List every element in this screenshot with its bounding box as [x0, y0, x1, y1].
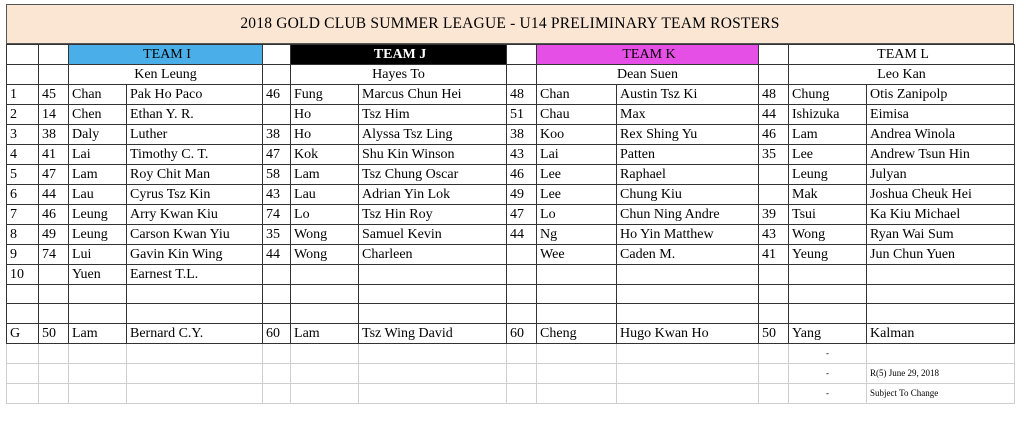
jersey-number: [759, 304, 789, 323]
jersey-number: 50: [759, 323, 789, 343]
jersey-number: 44: [759, 105, 789, 125]
jersey-number: 41: [759, 245, 789, 265]
table-row: [7, 145, 1015, 165]
jersey-number: 39: [759, 205, 789, 225]
given-name: Chun Ning Andre: [617, 205, 759, 225]
coach-name-2: Dean Suen: [537, 65, 759, 85]
given-name: Charleen: [359, 245, 507, 265]
jersey-number: [39, 304, 69, 323]
jersey-number: 58: [263, 165, 291, 185]
dash-mark: -: [789, 343, 867, 363]
jersey-number: 35: [263, 225, 291, 245]
blank-cell: [39, 65, 69, 85]
surname: Wong: [291, 245, 359, 265]
surname: Cheng: [537, 323, 617, 343]
blank-cell: [537, 343, 617, 363]
jersey-number: 35: [759, 145, 789, 165]
blank-cell: [39, 45, 69, 65]
given-name: Roy Chit Man: [127, 165, 263, 185]
row-index: 10: [7, 265, 39, 285]
given-name: Rex Shing Yu: [617, 125, 759, 145]
given-name: Samuel Kevin: [359, 225, 507, 245]
blank-cell: [617, 383, 759, 403]
row-index: 2: [7, 105, 39, 125]
surname: Ho: [291, 125, 359, 145]
table-row: [7, 165, 1015, 185]
surname: Chen: [69, 105, 127, 125]
surname: Daly: [69, 125, 127, 145]
blank-cell: [69, 343, 127, 363]
jersey-number: 43: [263, 185, 291, 205]
table-row: [7, 323, 1015, 343]
given-name: Ryan Wai Sum: [867, 225, 1015, 245]
blank-cell: [69, 383, 127, 403]
given-name: Marcus Chun Hei: [359, 85, 507, 105]
given-name: Gavin Kin Wing: [127, 245, 263, 265]
surname: Leung: [69, 205, 127, 225]
surname: Tsui: [789, 205, 867, 225]
dash-mark: -: [789, 383, 867, 403]
surname: [789, 285, 867, 304]
given-name: Andrea Winola: [867, 125, 1015, 145]
revision-note: R(5) June 29, 2018: [867, 363, 1015, 383]
team-name-2: TEAM K: [537, 45, 759, 65]
table-row: [7, 105, 1015, 125]
blank-cell: [7, 383, 39, 403]
given-name: Carson Kwan Yiu: [127, 225, 263, 245]
jersey-number: 60: [263, 323, 291, 343]
blank-cell: [263, 363, 291, 383]
surname: Leung: [69, 225, 127, 245]
surname: Kok: [291, 145, 359, 165]
surname: Leung: [789, 165, 867, 185]
given-name: Otis Zanipolp: [867, 85, 1015, 105]
table-row: [7, 265, 1015, 285]
surname: Mak: [789, 185, 867, 205]
jersey-number: [263, 285, 291, 304]
given-name: Tsz Chung Oscar: [359, 165, 507, 185]
surname: Wong: [789, 225, 867, 245]
jersey-number: 38: [263, 125, 291, 145]
given-name: [617, 304, 759, 323]
team-name-3: TEAM L: [789, 45, 1015, 65]
surname: [291, 304, 359, 323]
blank-cell: [617, 363, 759, 383]
blank-cell: [507, 65, 537, 85]
row-index: 3: [7, 125, 39, 145]
given-name: Ka Kiu Michael: [867, 205, 1015, 225]
surname: Lau: [291, 185, 359, 205]
given-name: Earnest T.L.: [127, 265, 263, 285]
given-name: [867, 285, 1015, 304]
surname: Koo: [537, 125, 617, 145]
table-row: [7, 225, 1015, 245]
given-name: Austin Tsz Ki: [617, 85, 759, 105]
team-header-row: [7, 45, 1015, 65]
given-name: Tsz Hin Roy: [359, 205, 507, 225]
given-name: [127, 304, 263, 323]
table-row: [7, 285, 1015, 304]
surname: [789, 265, 867, 285]
surname: Chan: [69, 85, 127, 105]
blank-cell: [39, 363, 69, 383]
jersey-number: 44: [507, 225, 537, 245]
surname: Lo: [291, 205, 359, 225]
given-name: [359, 304, 507, 323]
table-row: [7, 205, 1015, 225]
blank-cell: [507, 363, 537, 383]
jersey-number: 49: [39, 225, 69, 245]
surname: [69, 285, 127, 304]
blank-cell: [759, 383, 789, 403]
blank-cell: [507, 383, 537, 403]
given-name: Raphael: [617, 165, 759, 185]
surname: Chan: [537, 85, 617, 105]
jersey-number: [507, 265, 537, 285]
surname: Lui: [69, 245, 127, 265]
surname: Lam: [789, 125, 867, 145]
jersey-number: [759, 265, 789, 285]
jersey-number: [263, 105, 291, 125]
blank-cell: [359, 343, 507, 363]
given-name: Adrian Yin Lok: [359, 185, 507, 205]
row-index: [7, 285, 39, 304]
row-index: 7: [7, 205, 39, 225]
surname: [537, 304, 617, 323]
row-index: 8: [7, 225, 39, 245]
row-index: 9: [7, 245, 39, 265]
surname: [69, 304, 127, 323]
surname: Fung: [291, 85, 359, 105]
jersey-number: [263, 304, 291, 323]
jersey-number: [39, 285, 69, 304]
jersey-number: 48: [507, 85, 537, 105]
surname: Yuen: [69, 265, 127, 285]
dash-mark: -: [789, 363, 867, 383]
blank-cell: [7, 65, 39, 85]
given-name: Luther: [127, 125, 263, 145]
given-name: Caden M.: [617, 245, 759, 265]
given-name: [867, 304, 1015, 323]
blank-cell: [359, 383, 507, 403]
surname: Yang: [789, 323, 867, 343]
footer-row: [7, 383, 1015, 403]
surname: Wong: [291, 225, 359, 245]
row-index: 4: [7, 145, 39, 165]
team-name-0: TEAM I: [69, 45, 263, 65]
table-row: [7, 125, 1015, 145]
given-name: Hugo Kwan Ho: [617, 323, 759, 343]
jersey-number: 50: [39, 323, 69, 343]
jersey-number: 60: [507, 323, 537, 343]
surname: Lai: [69, 145, 127, 165]
row-index: [7, 304, 39, 323]
footer-row: [7, 363, 1015, 383]
surname: Chung: [789, 85, 867, 105]
coach-name-3: Leo Kan: [789, 65, 1015, 85]
blank-cell: [39, 343, 69, 363]
given-name: Eimisa: [867, 105, 1015, 125]
blank-cell: [127, 363, 263, 383]
surname: Lam: [69, 323, 127, 343]
sheet-title: 2018 GOLD CLUB SUMMER LEAGUE - U14 PRELIMINARY TEAM ROSTERS: [6, 4, 1014, 44]
blank-cell: [291, 363, 359, 383]
given-name: Kalman: [867, 323, 1015, 343]
given-name: [359, 285, 507, 304]
jersey-number: 48: [759, 85, 789, 105]
blank-cell: [759, 343, 789, 363]
given-name: Tsz Wing David: [359, 323, 507, 343]
jersey-number: 38: [507, 125, 537, 145]
jersey-number: 49: [507, 185, 537, 205]
surname: [291, 285, 359, 304]
blank-cell: [7, 363, 39, 383]
surname: Lee: [537, 185, 617, 205]
blank-cell: [537, 363, 617, 383]
coach-row: [7, 65, 1015, 85]
jersey-number: [759, 285, 789, 304]
blank-cell: [291, 383, 359, 403]
blank-cell: [263, 45, 291, 65]
table-row: [7, 304, 1015, 323]
given-name: Arry Kwan Kiu: [127, 205, 263, 225]
jersey-number: 44: [263, 245, 291, 265]
blank-cell: [759, 65, 789, 85]
given-name: Chung Kiu: [617, 185, 759, 205]
jersey-number: [507, 285, 537, 304]
jersey-number: 47: [507, 205, 537, 225]
coach-name-1: Hayes To: [291, 65, 507, 85]
blank-cell: [7, 343, 39, 363]
given-name: Ho Yin Matthew: [617, 225, 759, 245]
surname: Wee: [537, 245, 617, 265]
jersey-number: 47: [39, 165, 69, 185]
given-name: Joshua Cheuk Hei: [867, 185, 1015, 205]
given-name: [359, 265, 507, 285]
roster-table: [6, 44, 1015, 404]
jersey-number: [507, 304, 537, 323]
jersey-number: 74: [39, 245, 69, 265]
jersey-number: [507, 245, 537, 265]
given-name: Shu Kin Winson: [359, 145, 507, 165]
blank-cell: [617, 343, 759, 363]
row-index: 5: [7, 165, 39, 185]
blank-cell: [263, 383, 291, 403]
footer-row: [7, 343, 1015, 363]
given-name: Max: [617, 105, 759, 125]
given-name: Bernard C.Y.: [127, 323, 263, 343]
jersey-number: 46: [263, 85, 291, 105]
jersey-number: 43: [507, 145, 537, 165]
blank-cell: [39, 383, 69, 403]
jersey-number: [39, 265, 69, 285]
given-name: Andrew Tsun Hin: [867, 145, 1015, 165]
surname: Ng: [537, 225, 617, 245]
surname: Lam: [291, 165, 359, 185]
jersey-number: 14: [39, 105, 69, 125]
blank-cell: [537, 383, 617, 403]
jersey-number: 46: [507, 165, 537, 185]
row-index: 6: [7, 185, 39, 205]
surname: Lam: [291, 323, 359, 343]
jersey-number: 43: [759, 225, 789, 245]
blank-cell: [127, 383, 263, 403]
surname: Lee: [537, 165, 617, 185]
jersey-number: 46: [759, 125, 789, 145]
given-name: Tsz Him: [359, 105, 507, 125]
blank-cell: [263, 65, 291, 85]
blank-cell: [359, 363, 507, 383]
given-name: Pak Ho Paco: [127, 85, 263, 105]
jersey-number: [263, 265, 291, 285]
blank-cell: [127, 343, 263, 363]
blank-cell: [759, 45, 789, 65]
blank-cell: [7, 45, 39, 65]
blank-cell: [867, 343, 1015, 363]
jersey-number: 45: [39, 85, 69, 105]
given-name: [127, 285, 263, 304]
surname: Lo: [537, 205, 617, 225]
table-row: [7, 245, 1015, 265]
row-index: G: [7, 323, 39, 343]
surname: Lai: [537, 145, 617, 165]
given-name: Alyssa Tsz Ling: [359, 125, 507, 145]
table-row: [7, 85, 1015, 105]
jersey-number: [759, 185, 789, 205]
jersey-number: 47: [263, 145, 291, 165]
blank-cell: [507, 343, 537, 363]
jersey-number: 51: [507, 105, 537, 125]
jersey-number: [759, 165, 789, 185]
jersey-number: 46: [39, 205, 69, 225]
surname: [291, 265, 359, 285]
coach-name-0: Ken Leung: [69, 65, 263, 85]
surname: Ishizuka: [789, 105, 867, 125]
surname: [537, 285, 617, 304]
given-name: [867, 265, 1015, 285]
row-index: 1: [7, 85, 39, 105]
given-name: Julyan: [867, 165, 1015, 185]
given-name: Timothy C. T.: [127, 145, 263, 165]
blank-cell: [69, 363, 127, 383]
surname: [537, 265, 617, 285]
surname: Chau: [537, 105, 617, 125]
jersey-number: 44: [39, 185, 69, 205]
given-name: [617, 265, 759, 285]
jersey-number: 41: [39, 145, 69, 165]
subject-to-change-note: Subject To Change: [867, 383, 1015, 403]
table-row: [7, 185, 1015, 205]
surname: Ho: [291, 105, 359, 125]
jersey-number: 38: [39, 125, 69, 145]
blank-cell: [507, 45, 537, 65]
surname: Lam: [69, 165, 127, 185]
surname: Lau: [69, 185, 127, 205]
given-name: Cyrus Tsz Kin: [127, 185, 263, 205]
surname: Yeung: [789, 245, 867, 265]
given-name: Ethan Y. R.: [127, 105, 263, 125]
given-name: Patten: [617, 145, 759, 165]
team-name-1: TEAM J: [291, 45, 507, 65]
roster-sheet: [6, 4, 1014, 404]
given-name: [617, 285, 759, 304]
jersey-number: 74: [263, 205, 291, 225]
blank-cell: [759, 363, 789, 383]
blank-cell: [263, 343, 291, 363]
blank-cell: [291, 343, 359, 363]
surname: Lee: [789, 145, 867, 165]
given-name: Jun Chun Yuen: [867, 245, 1015, 265]
surname: [789, 304, 867, 323]
